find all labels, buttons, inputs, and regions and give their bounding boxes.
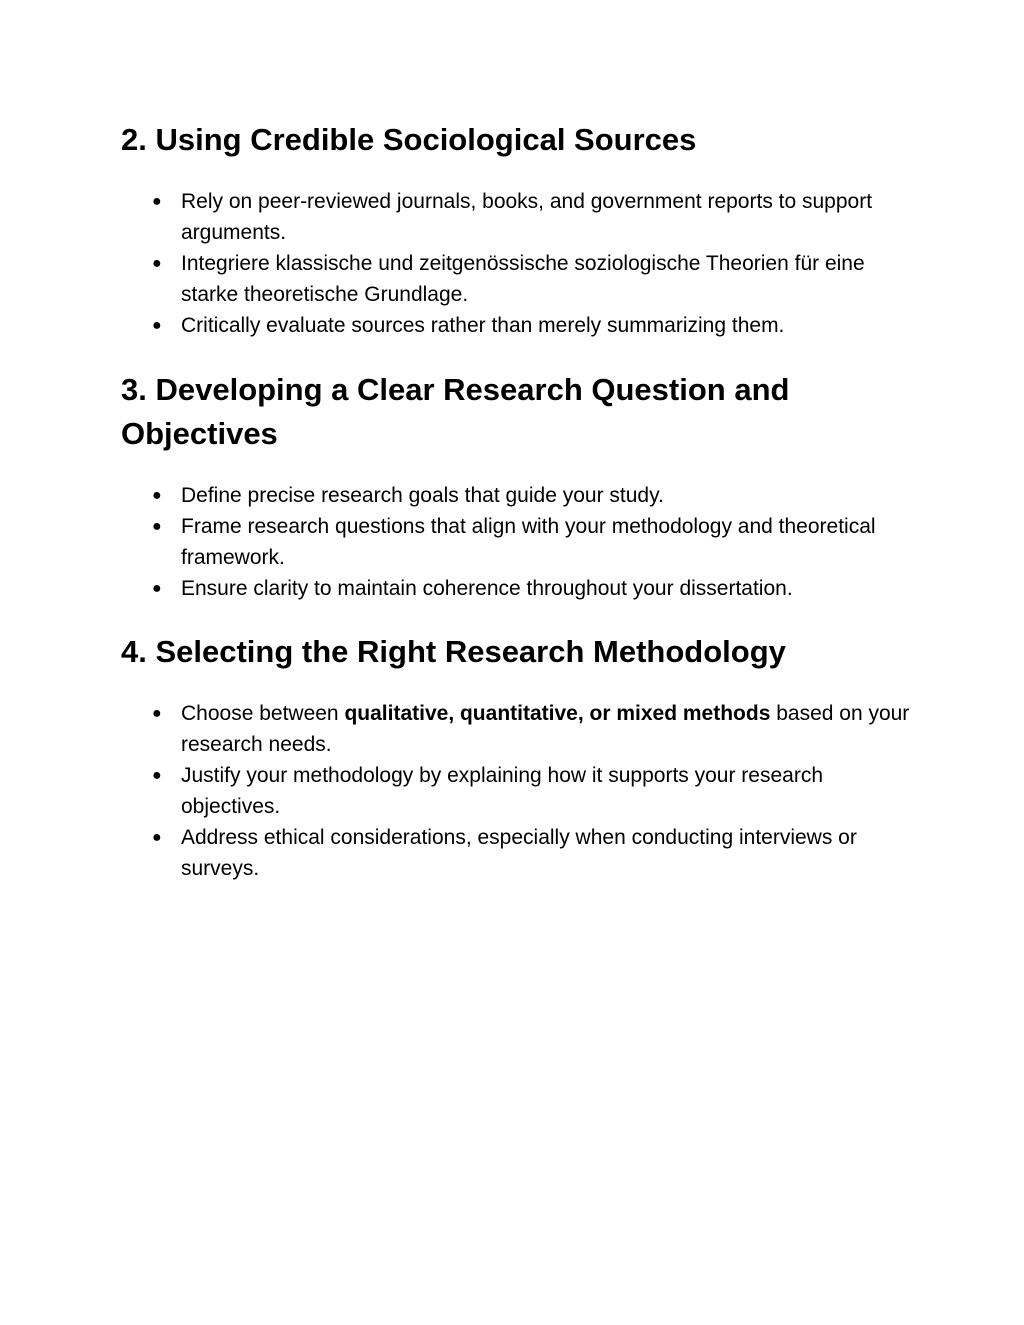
bullet-icon: ● xyxy=(152,255,162,272)
bullet-icon: ● xyxy=(152,705,162,722)
bullet-icon: ● xyxy=(152,193,162,210)
list-item xyxy=(121,822,911,884)
list-item-text: Critically evaluate sources rather than merely summarizing them. xyxy=(181,314,785,337)
bullet-icon: ● xyxy=(152,829,162,846)
bullet-icon: ● xyxy=(152,317,162,334)
section-methodology xyxy=(121,630,911,884)
list-item-text-bold: qualitative, quantitative, or mixed methods xyxy=(344,702,771,725)
list-item xyxy=(121,186,911,248)
bullet-icon: ● xyxy=(152,580,162,597)
bullet-list xyxy=(121,480,911,604)
list-item-text: Define precise research goals that guide your study. xyxy=(181,484,664,507)
list-item xyxy=(121,511,911,573)
section-heading: 4. Selecting the Right Research Methodology xyxy=(121,634,786,669)
bullet-icon: ● xyxy=(152,487,162,504)
bullet-icon: ● xyxy=(152,767,162,784)
list-item xyxy=(121,760,911,822)
list-item xyxy=(121,248,911,310)
bullet-list xyxy=(121,698,911,884)
bullet-list xyxy=(121,186,911,341)
list-item xyxy=(121,310,911,341)
list-item-text: Integriere klassische und zeitgenössische soziologische Theorien für eine starke theoretische Grundlage. xyxy=(181,252,865,306)
section-heading: 3. Developing a Clear Research Question and Objectives xyxy=(121,372,790,451)
list-item-text: Rely on peer-reviewed journals, books, and government reports to support arguments. xyxy=(181,190,873,244)
list-item xyxy=(121,480,911,511)
list-item-text: Ensure clarity to maintain coherence throughout your dissertation. xyxy=(181,577,793,600)
list-item-text: Frame research questions that align with your methodology and theoretical framework. xyxy=(181,515,876,569)
list-item-text-after: based on your research needs. xyxy=(181,702,910,756)
bullet-icon: ● xyxy=(152,518,162,535)
section-research-question xyxy=(121,368,911,604)
section-credible-sources xyxy=(121,118,911,341)
section-heading: 2. Using Credible Sociological Sources xyxy=(121,122,697,157)
list-item-text-before: Choose between xyxy=(181,702,345,725)
list-item-text: Justify your methodology by explaining how it supports your research objectives. xyxy=(181,764,823,818)
list-item-text: Address ethical considerations, especially when conducting interviews or surveys. xyxy=(181,826,857,880)
list-item xyxy=(121,573,911,604)
list-item xyxy=(121,698,911,760)
